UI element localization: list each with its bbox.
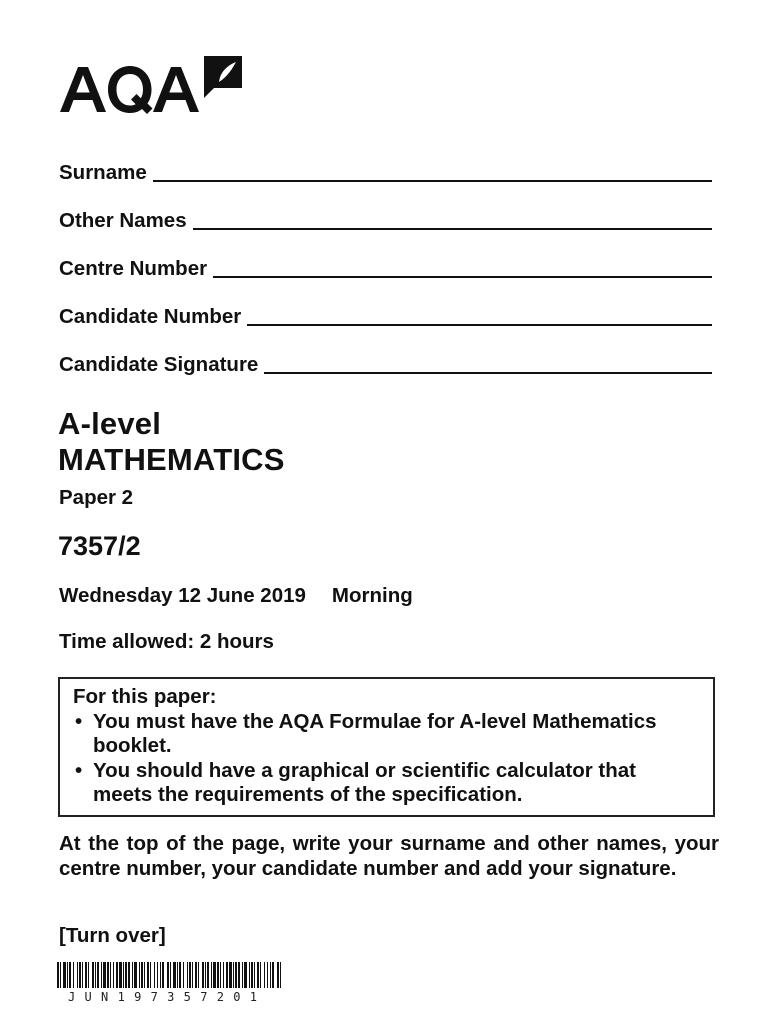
candidate-signature-line	[264, 371, 712, 374]
requirements-heading: For this paper:	[73, 685, 217, 708]
surname-label: Surname	[59, 160, 147, 184]
exam-code: 7357/2	[58, 531, 141, 561]
candidate-signature-field[interactable]	[59, 347, 712, 375]
exam-paper: Paper 2	[59, 486, 134, 509]
requirements-item: • You should have a graphical or scientific calculator that meets the requirements of the specification.	[73, 759, 699, 808]
exam-session: Morning	[331, 584, 413, 607]
other-names-field[interactable]	[59, 203, 712, 231]
surname-line	[153, 179, 712, 182]
instruction-text: At the top of the page, write your surname and other names, your centre number, your candidate number and add your signature.	[59, 832, 719, 880]
requirements-box	[58, 677, 715, 817]
time-allowed: Time allowed: 2 hours	[59, 630, 274, 653]
candidate-number-field[interactable]	[59, 299, 712, 327]
exam-date-line	[59, 584, 413, 608]
centre-number-line	[213, 275, 712, 278]
aqa-logo	[58, 52, 248, 118]
exam-date: Wednesday 12 June 2019	[59, 584, 306, 607]
turn-over-text: [Turn over]	[59, 924, 166, 947]
candidate-number-label: Candidate Number	[59, 304, 242, 328]
barcode-text: JUN197357201	[68, 990, 267, 1004]
candidate-signature-label: Candidate Signature	[59, 352, 259, 376]
other-names-line	[193, 227, 712, 230]
exam-level: A-level	[58, 406, 162, 441]
other-names-label: Other Names	[59, 208, 187, 232]
requirements-item: • You must have the AQA Formulae for A-level Mathematics booklet.	[73, 710, 699, 759]
centre-number-label: Centre Number	[59, 256, 208, 280]
centre-number-field[interactable]	[59, 251, 712, 279]
exam-subject: MATHEMATICS	[58, 442, 285, 477]
barcode-image	[57, 962, 281, 988]
candidate-number-line	[247, 323, 712, 326]
requirements-list	[73, 710, 699, 808]
surname-field[interactable]	[59, 155, 712, 183]
